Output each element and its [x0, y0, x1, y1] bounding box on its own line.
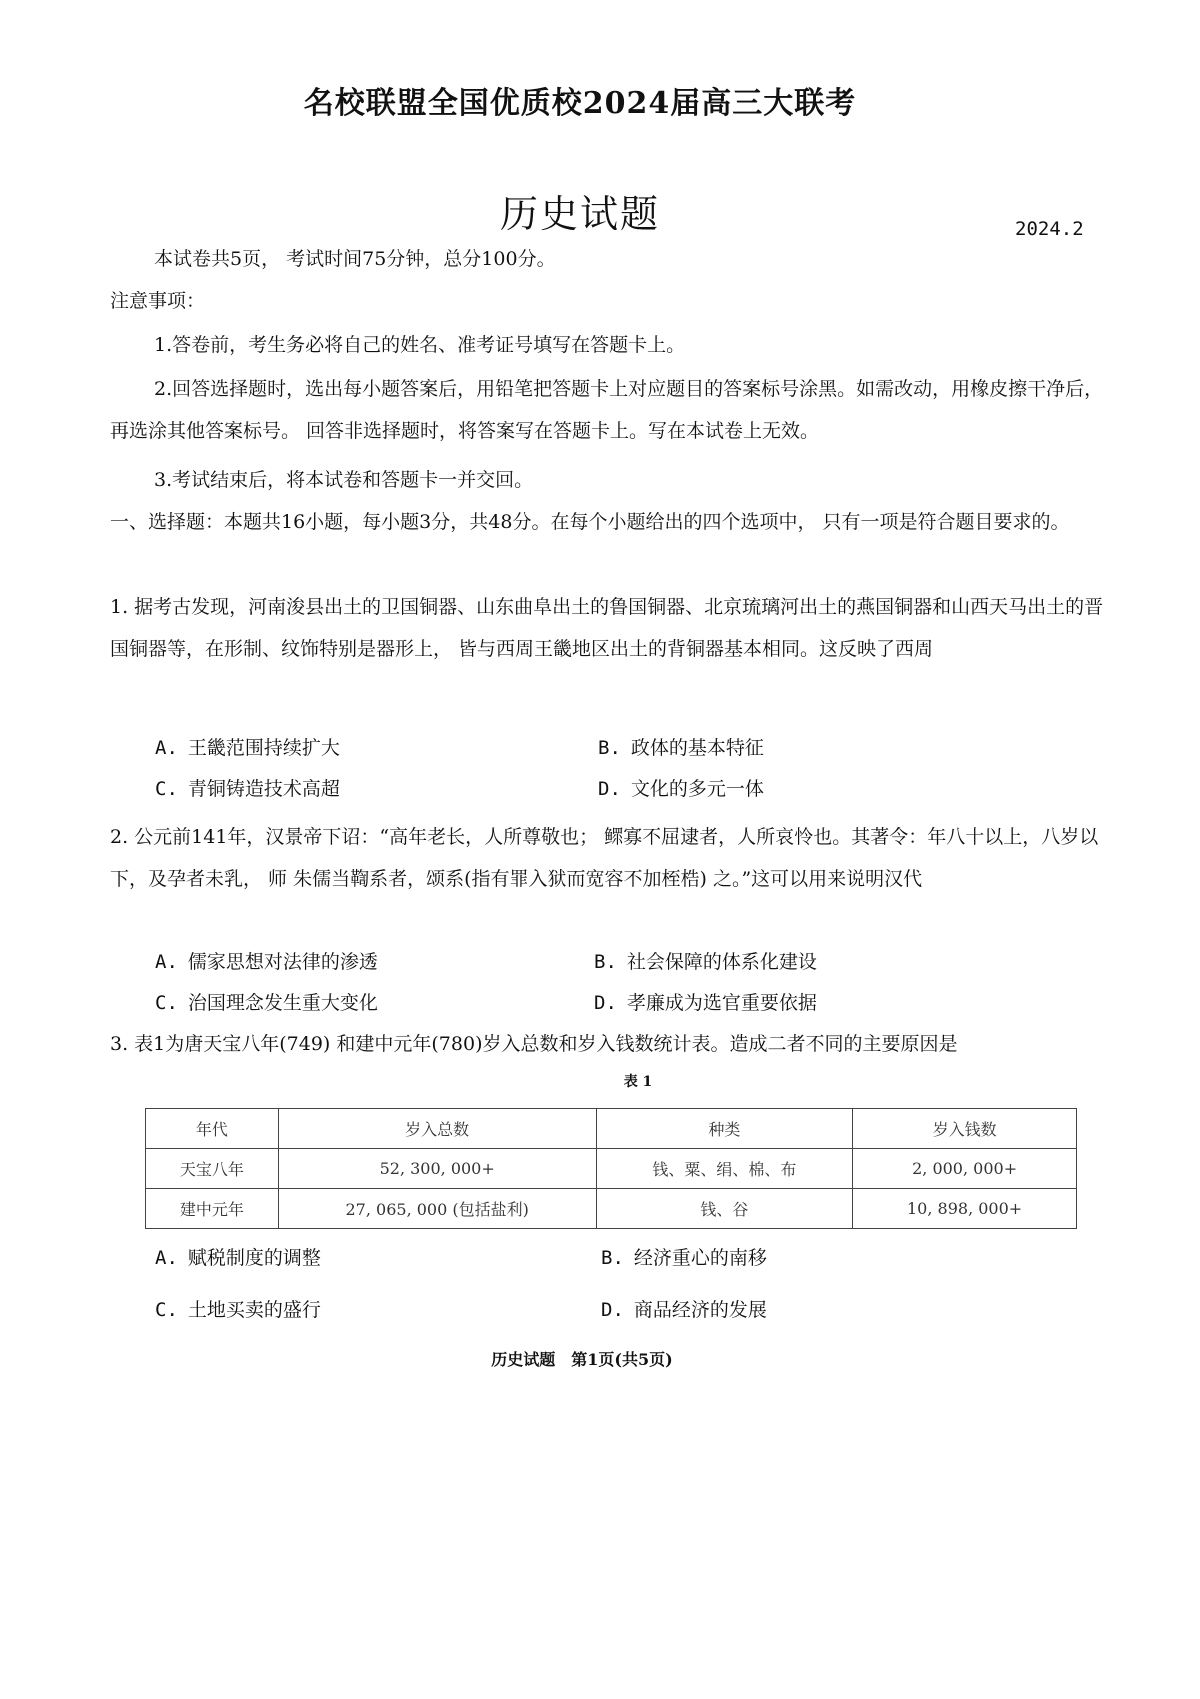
exam-date: 2024.2 [1015, 218, 1084, 240]
question-2-stem: 2. 公元前141年，汉景帝下诏：“高年老长，人所尊敬也； 鳏寡不屈逮者，人所哀怜也。其著令：年八十以上，八岁以下，及孕者未乳， 师 朱儒当鞫系者，颂系(指有罪入狱而宽容不加桎梏) 之。”这可以用来说明汉代 [110, 826, 1099, 890]
table-cell: 建中元年 [146, 1189, 279, 1229]
table-cell: 10, 898, 000+ [853, 1189, 1077, 1229]
table-row [146, 1189, 1077, 1229]
notice-item-1: 1.答卷前，考生务必将自己的姓名、准考证号填写在答题卡上。 [154, 334, 686, 356]
question-1-option-c: C. 青铜铸造技术高超 [155, 778, 340, 800]
question-1-option-d: D. 文化的多元一体 [598, 778, 764, 800]
question-1-option-b: B. 政体的基本特征 [598, 737, 764, 759]
question-2-option-b: B. 社会保障的体系化建设 [594, 951, 817, 973]
table-cell: 天宝八年 [146, 1149, 279, 1189]
question-3-option-a: A. 赋税制度的调整 [155, 1247, 321, 1269]
question-1-option-a: A. 王畿范围持续扩大 [155, 737, 340, 759]
table-caption: 表 1 [623, 1074, 653, 1090]
exam-title: 名校联盟全国优质校2024届高三大联考 [303, 86, 857, 121]
notice-item-3: 3.考试结束后，将本试卷和答题卡一并交回。 [154, 469, 534, 491]
question-2-option-a: A. 儒家思想对法律的渗透 [155, 951, 378, 973]
table-header-cell: 种类 [596, 1109, 853, 1149]
question-3-option-b: B. 经济重心的南移 [601, 1247, 767, 1269]
table-row [146, 1149, 1077, 1189]
table-header-cell: 年代 [146, 1109, 279, 1149]
question-3-option-d: D. 商品经济的发展 [601, 1299, 767, 1321]
table-header-row [146, 1109, 1077, 1149]
subject-title: 历史试题 [499, 192, 660, 236]
table-cell: 钱、粟、绢、棉、布 [596, 1149, 853, 1189]
intro-text: 本试卷共5页， 考试时间75分钟，总分100分。 [154, 248, 556, 270]
revenue-table [145, 1108, 1077, 1229]
section-heading: 一、选择题：本题共16小题，每小题3分，共48分。在每个小题给出的四个选项中， 只有一项是符合题目要求的。 [110, 511, 1070, 533]
question-3-option-c: C. 土地买卖的盛行 [155, 1299, 321, 1321]
table-header-cell: 岁入总数 [278, 1109, 596, 1149]
page-footer: 历史试题 第1页(共5页) [491, 1350, 673, 1369]
notice-heading: 注意事项： [110, 290, 206, 312]
notice-item-2: 2.回答选择题时，选出每小题答案后，用铅笔把答题卡上对应题目的答案标号涂黑。如需改动，用橡皮擦干净后， 再选涂其他答案标号。 回答非选择题时，将答案写在答题卡上。写在本试卷上无效。 [110, 378, 1104, 442]
table-cell: 钱、谷 [596, 1189, 853, 1229]
table-header-cell: 岁入钱数 [853, 1109, 1077, 1149]
table-cell: 27, 065, 000 (包括盐利) [278, 1189, 596, 1229]
question-3-stem: 3. 表1为唐天宝八年(749) 和建中元年(780)岁入总数和岁入钱数统计表。造成二者不同的主要原因是 [110, 1033, 958, 1055]
table-cell: 2, 000, 000+ [853, 1149, 1077, 1189]
question-1-stem: 1. 据考古发现，河南浚县出土的卫国铜器、山东曲阜出土的鲁国铜器、北京琉璃河出土的燕国铜器和山西天马出土的晋国铜器等，在形制、纹饰特别是器形上， 皆与西周王畿地区出土的背铜器基本相同。这反映了西周 [110, 596, 1104, 660]
table-cell: 52, 300, 000+ [278, 1149, 596, 1189]
question-2-option-c: C. 治国理念发生重大变化 [155, 992, 378, 1014]
question-2-option-d: D. 孝廉成为选官重要依据 [594, 992, 817, 1014]
